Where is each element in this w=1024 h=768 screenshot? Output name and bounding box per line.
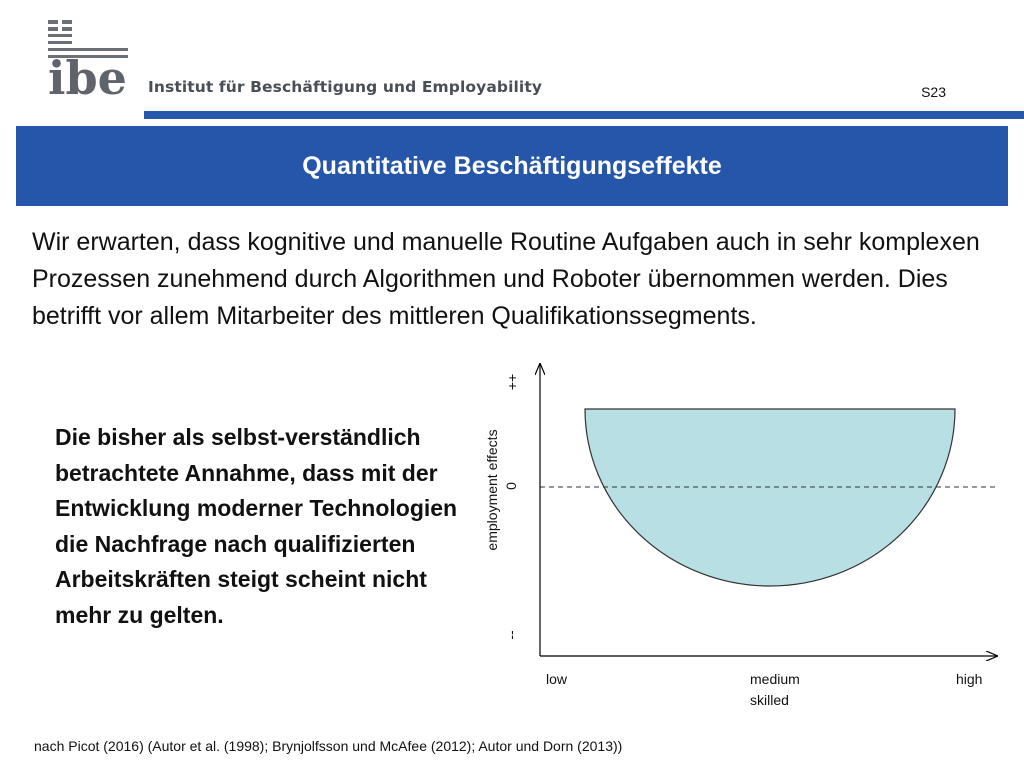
x-tick-medium: medium: [750, 671, 800, 687]
claim-text: Die bisher als selbst-verständlich betrachtete Annahme, dass mit der Entwicklung moderner Technologien die Nachfrage nach qualifizierten Arbeitskräften steigt scheint nicht mehr zu gelten.: [55, 424, 458, 628]
y-tick-zero: 0: [503, 482, 519, 490]
intro-text: Wir erwarten, dass kognitive und manuelle Routine Aufgaben auch in sehr komplexen Prozessen zunehmend durch Algorithmen und Roboter übernommen werden. Dies betrifft vor allem Mitarbeiter des mittleren Qualifikationssegments.: [32, 228, 980, 330]
svg-text:ibe: ibe: [48, 51, 127, 96]
slide-number: S23: [921, 84, 946, 100]
title-bar: [16, 126, 1008, 206]
slide-title: Quantitative Beschäftigungseffekte: [302, 151, 722, 180]
x-tick-high: high: [956, 671, 983, 687]
y-axis-label: employment effects: [484, 429, 500, 551]
u-shaped-employment-curve: [585, 409, 955, 586]
ibe-logo: [48, 20, 130, 96]
y-tick-bottom: --: [503, 630, 519, 640]
y-tick-top: ++: [504, 373, 520, 391]
ibe-logo-letters: [48, 51, 127, 96]
x-tick-medium-skilled: skilled: [750, 692, 789, 708]
employment-effects-diagram: [470, 360, 1024, 720]
header-rule: [144, 111, 1024, 119]
source-citation: nach Picot (2016) (Autor et al. (1998); Brynjolfsson und McAfee (2012); Autor und Dorn (2013)): [34, 738, 623, 754]
x-tick-low: low: [546, 671, 568, 687]
institute-name: Institut für Beschäftigung und Employability: [148, 78, 543, 96]
